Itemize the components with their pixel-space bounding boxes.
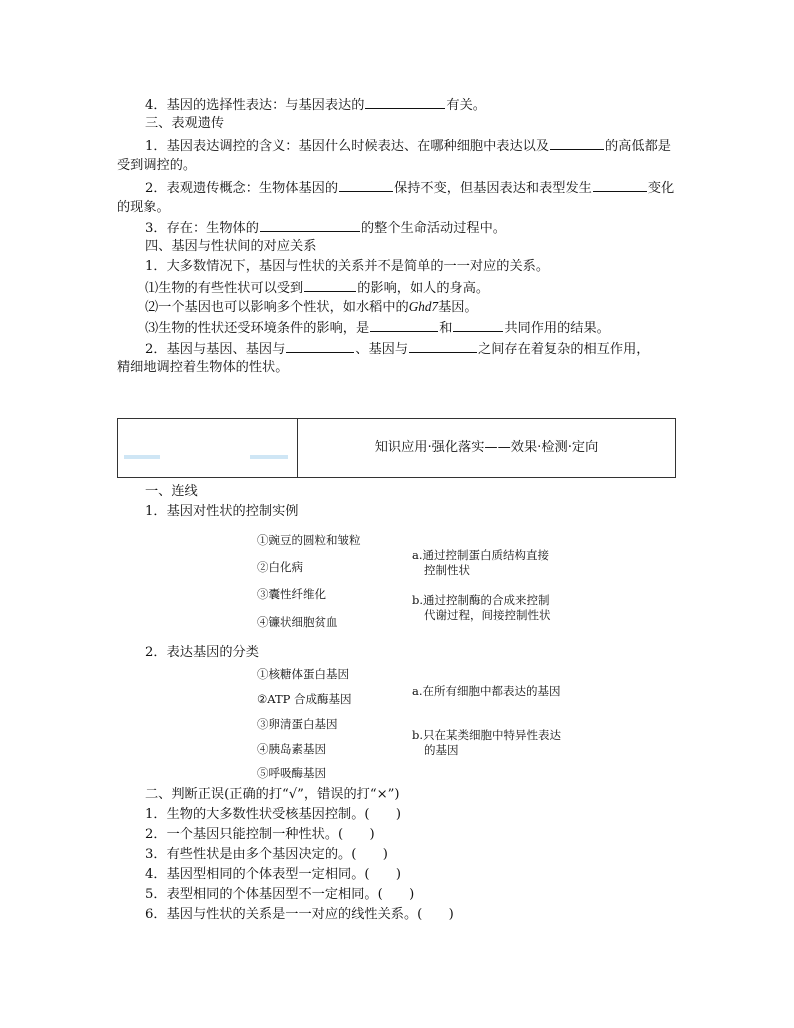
decor-bar bbox=[250, 455, 288, 459]
match-left-item[interactable]: ⑤呼吸酶基因 bbox=[257, 766, 326, 780]
sec3-item2-line2: 的现象。 bbox=[117, 200, 170, 215]
sec3-item1 bbox=[145, 136, 671, 156]
text: 的高低都是 bbox=[605, 139, 671, 154]
gene-name: Ghd7 bbox=[408, 299, 439, 314]
sec4-sub3 bbox=[145, 318, 610, 338]
match-left-item[interactable]: ④胰岛素基因 bbox=[257, 742, 326, 756]
lianxian-q2: 2．表达基因的分类 bbox=[145, 645, 259, 660]
lianxian-q1: 1．基因对性状的控制实例 bbox=[145, 504, 299, 519]
judge-item[interactable]: 3．有些性状是由多个基因决定的。( ) bbox=[145, 847, 388, 862]
match-right-item-cont: 控制性状 bbox=[424, 563, 470, 577]
fill-blank[interactable] bbox=[304, 278, 356, 292]
text: 基因。 bbox=[438, 300, 478, 315]
text: 的整个生命活动过程中。 bbox=[360, 221, 506, 236]
match-right-item[interactable]: b.只在某类细胞中特异性表达 bbox=[412, 728, 562, 742]
text: 和 bbox=[439, 321, 453, 336]
fill-blank[interactable] bbox=[370, 318, 438, 332]
judge-item[interactable]: 4．基因型相同的个体表型一定相同。( ) bbox=[145, 867, 402, 882]
match-right-item-cont: 的基因 bbox=[424, 743, 459, 757]
judge-item[interactable]: 1．生物的大多数性状受核基因控制。( ) bbox=[145, 807, 402, 822]
section-heading-4: 四、基因与性状间的对应关系 bbox=[145, 239, 317, 254]
judge-item[interactable]: 6．基因与性状的关系是一一对应的线性关系。( ) bbox=[145, 907, 454, 922]
match-left-item[interactable]: ④镰状细胞贫血 bbox=[257, 615, 338, 629]
match-left-item[interactable]: ①核糖体蛋白基因 bbox=[257, 667, 349, 681]
fill-blank[interactable] bbox=[339, 178, 393, 192]
banner-decoration bbox=[118, 419, 298, 477]
match-left-item[interactable]: ③卵清蛋白基因 bbox=[257, 717, 338, 731]
match-left-item[interactable]: ②ATP 合成酶基因 bbox=[257, 692, 352, 706]
text: 、基因与 bbox=[355, 342, 409, 357]
match-right-item-cont: 代谢过程，间接控制性状 bbox=[424, 608, 551, 622]
sec4-item2 bbox=[145, 339, 649, 359]
item4-line bbox=[145, 95, 486, 115]
fill-blank[interactable] bbox=[593, 178, 647, 192]
text: 之间存在着复杂的相互作用， bbox=[478, 342, 650, 357]
text: 2．基因与基因、基因与 bbox=[145, 342, 286, 357]
match-right-item[interactable]: a.在所有细胞中都表达的基因 bbox=[412, 684, 561, 698]
section-heading-3: 三、表观遗传 bbox=[145, 116, 225, 131]
text: 有关。 bbox=[446, 98, 486, 113]
section-banner bbox=[117, 418, 676, 478]
text: 2．表观遗传概念：生物体基因的 bbox=[145, 181, 339, 196]
text: 共同作用的结果。 bbox=[504, 321, 610, 336]
text: 1．基因表达调控的含义：基因什么时候表达、在哪种细胞中表达以及 bbox=[145, 139, 550, 154]
fill-blank[interactable] bbox=[453, 318, 503, 332]
text: ⑵一个基因也可以影响多个性状，如水稻中的 bbox=[145, 300, 409, 315]
text: 4．基因的选择性表达：与基因表达的 bbox=[145, 98, 365, 113]
match-right-item[interactable]: a.通过控制蛋白质结构直接 bbox=[412, 548, 550, 562]
decor-bar bbox=[124, 455, 160, 459]
fill-blank[interactable] bbox=[286, 339, 354, 353]
fill-blank[interactable] bbox=[365, 95, 445, 109]
fill-blank[interactable] bbox=[260, 218, 360, 232]
fill-blank[interactable] bbox=[550, 136, 604, 150]
sec4-item1: 1．大多数情况下，基因与性状的关系并不是简单的一一对应的关系。 bbox=[145, 259, 550, 274]
text: 的影响，如人的身高。 bbox=[357, 281, 490, 296]
match-left-item[interactable]: ③囊性纤维化 bbox=[257, 587, 326, 601]
sec3-item3 bbox=[145, 218, 506, 238]
fill-blank[interactable] bbox=[409, 339, 477, 353]
text: 变化 bbox=[647, 181, 675, 196]
sec3-item2 bbox=[145, 178, 674, 198]
sec3-item1-line2: 受到调控的。 bbox=[117, 158, 197, 173]
text: 保持不变，但基因表达和表型发生 bbox=[394, 181, 592, 196]
sec4-sub2 bbox=[145, 298, 478, 317]
text: ⑴生物的有些性状可以受到 bbox=[145, 281, 304, 296]
text: ⑶生物的性状还受环境条件的影响，是 bbox=[145, 321, 370, 336]
panduan-heading: 二、判断正误(正确的打“√”，错误的打“×”) bbox=[145, 787, 400, 802]
match-left-item[interactable]: ②白化病 bbox=[257, 560, 303, 574]
banner-title: 知识应用·强化落实——效果·检测·定向 bbox=[374, 440, 599, 455]
match-right-item[interactable]: b.通过控制酶的合成来控制 bbox=[412, 593, 550, 607]
lianxian-heading: 一、连线 bbox=[145, 484, 198, 499]
judge-item[interactable]: 2．一个基因只能控制一种性状。( ) bbox=[145, 827, 375, 842]
sec4-item2-line2: 精细地调控着生物体的性状。 bbox=[117, 360, 289, 375]
match-left-item[interactable]: ①豌豆的圆粒和皱粒 bbox=[257, 533, 361, 547]
judge-item[interactable]: 5．表型相同的个体基因型不一定相同。( ) bbox=[145, 887, 415, 902]
text: 3．存在：生物体的 bbox=[145, 221, 259, 236]
sec4-sub1 bbox=[145, 278, 489, 298]
